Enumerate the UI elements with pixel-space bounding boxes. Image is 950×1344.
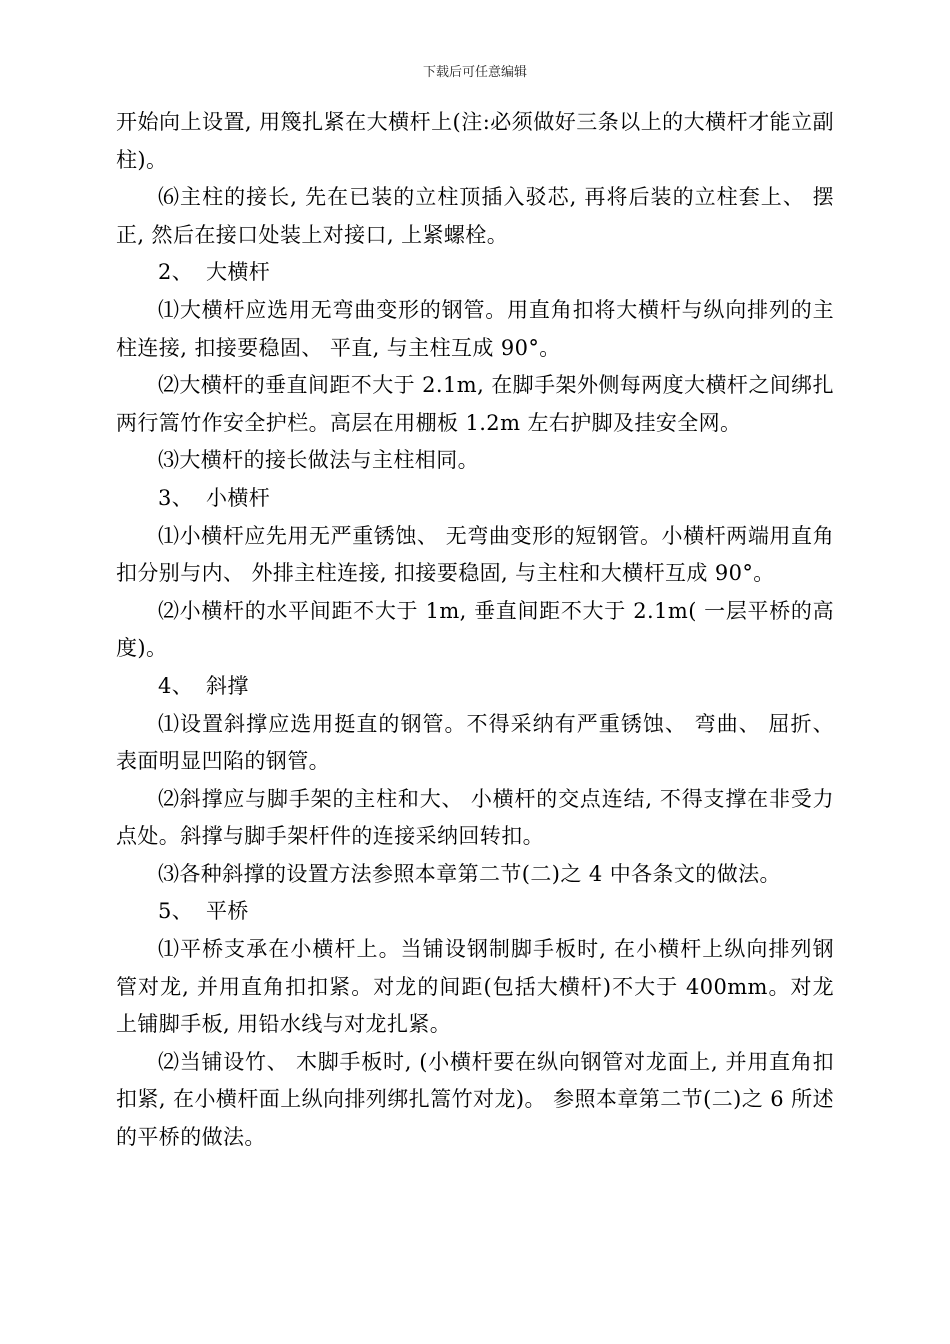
paragraph: ⑶各种斜撑的设置方法参照本章第二节(二)之 4 中各条文的做法。: [158, 861, 781, 886]
paragraph: 开始向上设置, 用篾扎紧在大横杆上(注:必须做好三条以上的大横杆才能立副柱)。: [116, 110, 834, 172]
section-heading: [116, 254, 834, 292]
section-title: 斜撑: [206, 673, 249, 698]
paragraph: ⑴设置斜撑应选用挺直的钢管。不得采纳有严重锈蚀、 弯曲、 屈折、 表面明显凹陷的钢管。: [116, 711, 834, 774]
section-title: 小横杆: [206, 485, 271, 510]
section-title: 大横杆: [206, 260, 271, 285]
paragraph: ⑵大横杆的垂直间距不大于 2.1m, 在脚手架外侧每两度大横杆之间绑扎两行篙竹作安全护栏。高层在用棚板 1.2m 左右护脚及挂安全网。: [116, 373, 834, 435]
section-number: 4、: [158, 673, 194, 698]
section-heading: [116, 893, 834, 931]
section-heading: [116, 480, 834, 518]
paragraph: ⑴大横杆应选用无弯曲变形的钢管。用直角扣将大横杆与纵向排列的主柱连接, 扣接要稳固、 平直, 与主柱互成 90°。: [116, 297, 834, 360]
section-title: 平桥: [206, 899, 249, 924]
section-heading: [116, 668, 834, 706]
paragraph: ⑴小横杆应先用无严重锈蚀、 无弯曲变形的短钢管。小横杆两端用直角扣分别与内、 外排主柱连接, 扣接要稳固, 与主柱和大横杆互成 90°。: [116, 523, 834, 586]
section-number: 2、: [158, 260, 194, 285]
section-number: 3、: [158, 485, 194, 510]
paragraph: ⑹主柱的接长, 先在已装的立柱顶插入驳芯, 再将后装的立柱套上、 摆正, 然后在接口处装上对接口, 上紧螺栓。: [116, 185, 834, 247]
paragraph: ⑶大横杆的接长做法与主柱相同。: [158, 448, 479, 473]
section-number: 5、: [158, 899, 194, 924]
paragraph: ⑵当铺设竹、 木脚手板时, (小横杆要在纵向钢管对龙面上, 并用直角扣扣紧, 在小横杆面上纵向排列绑扎篙竹对龙)。 参照本章第二节(二)之 6 所述的平桥的做法。: [116, 1049, 834, 1150]
paragraph: ⑵小横杆的水平间距不大于 1m, 垂直间距不大于 2.1m( 一层平桥的高度)。: [116, 598, 834, 661]
document-body: [116, 104, 834, 1157]
page-header: 下载后可任意编辑: [422, 65, 527, 80]
paragraph: ⑴平桥支承在小横杆上。当铺设钢制脚手板时, 在小横杆上纵向排列钢管对龙, 并用直角扣扣紧。对龙的间距(包括大横杆)不大于 400mm。对龙上铺脚手板, 用铅水线与对龙扎紧。: [116, 937, 834, 1037]
paragraph: ⑵斜撑应与脚手架的主柱和大、 小横杆的交点连结, 不得支撑在非受力点处。斜撑与脚手架杆件的连接采纳回转扣。: [116, 786, 834, 849]
